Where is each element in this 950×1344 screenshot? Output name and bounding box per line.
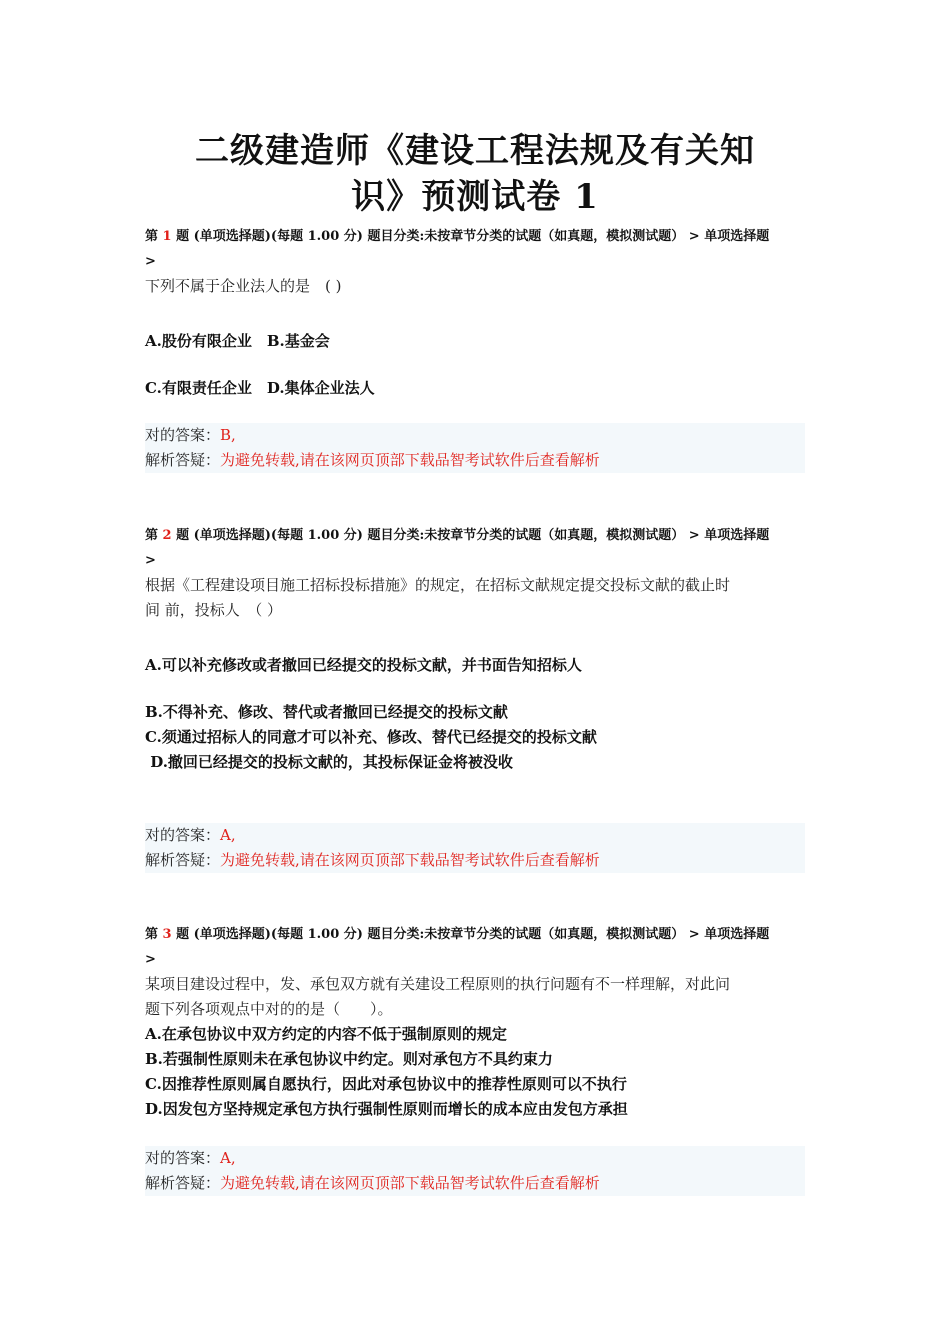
question-stem-line-1: 根据《工程建设项目施工招标投标措施》的规定，在招标文献规定提交投标文献的截止时 bbox=[145, 576, 731, 594]
question-stem-line-2: 间 前，投标人 （ ） bbox=[145, 601, 283, 619]
option-d: D.因发包方坚持规定承包方执行强制性原则而增长的成本应由发包方承担 bbox=[145, 1100, 628, 1118]
analysis-row: 解析答疑：为避免转载,请在该网页顶部下载品智考试软件后查看解析 bbox=[145, 1174, 600, 1192]
question-stem-line-1: 某项目建设过程中，发、承包双方就有关建设工程原则的执行问题有不一样理解，对此问 bbox=[145, 975, 731, 993]
question-number: 1 bbox=[162, 229, 172, 244]
option-line: C.有限责任企业 D.集体企业法人 bbox=[145, 379, 375, 397]
question-number: 3 bbox=[162, 927, 172, 942]
option-c: C.须通过招标人的同意才可以补充、修改、替代已经提交的投标文献 bbox=[145, 728, 597, 746]
question-header: 第 3 题 (单项选择题)(每题 1.00 分) 题目分类:未按章节分类的试题（如真题，模拟测试题） > 单项选择题 > bbox=[145, 927, 770, 967]
question-header: 第 1 题 (单项选择题)(每题 1.00 分) 题目分类:未按章节分类的试题（如真题，模拟测试题） > 单项选择题 > bbox=[145, 229, 770, 269]
option-b: B.若强制性原则未在承包协议中约定。则对承包方不具约束力 bbox=[145, 1050, 553, 1068]
option-a: A.可以补充修改或者撤回已经提交的投标文献，并书面告知招标人 bbox=[145, 656, 582, 674]
option-d: D.撤回已经提交的投标文献的，其投标保证金将被没收 bbox=[145, 753, 513, 771]
correct-answer: 对的答案：A, bbox=[145, 826, 236, 844]
correct-answer: 对的答案：A, bbox=[145, 1149, 236, 1167]
analysis-row: 解析答疑：为避免转载,请在该网页顶部下载品智考试软件后查看解析 bbox=[145, 451, 600, 469]
question-number: 2 bbox=[162, 528, 172, 543]
option-a: A.在承包协议中双方约定的内容不低于强制原则的规定 bbox=[145, 1025, 507, 1043]
analysis-row: 解析答疑：为避免转载,请在该网页顶部下载品智考试软件后查看解析 bbox=[145, 851, 600, 869]
answer-box bbox=[145, 823, 805, 873]
question-3 bbox=[145, 922, 805, 1196]
question-header: 第 2 题 (单项选择题)(每题 1.00 分) 题目分类:未按章节分类的试题（如真题，模拟测试题） > 单项选择题 > bbox=[145, 528, 770, 568]
title-line-1: 二级建造师《建设工程法规及有关知 bbox=[195, 131, 755, 171]
option-line: A.股份有限企业 B.基金会 bbox=[145, 332, 330, 350]
document-title bbox=[145, 128, 805, 220]
question-stem-line-2: 题下列各项观点中对的的是（ ）。 bbox=[145, 1000, 393, 1018]
question-1 bbox=[145, 224, 805, 473]
answer-box bbox=[145, 423, 805, 473]
question-2 bbox=[145, 523, 805, 873]
correct-answer: 对的答案：B, bbox=[145, 426, 236, 444]
question-stem: 下列不属于企业法人的是 ( ) bbox=[145, 277, 342, 295]
option-b: B.不得补充、修改、替代或者撤回已经提交的投标文献 bbox=[145, 703, 508, 721]
option-c: C.因推荐性原则属自愿执行，因此对承包协议中的推荐性原则可以不执行 bbox=[145, 1075, 627, 1093]
answer-box bbox=[145, 1146, 805, 1196]
title-line-2: 识》预测试卷 1 bbox=[351, 177, 599, 217]
